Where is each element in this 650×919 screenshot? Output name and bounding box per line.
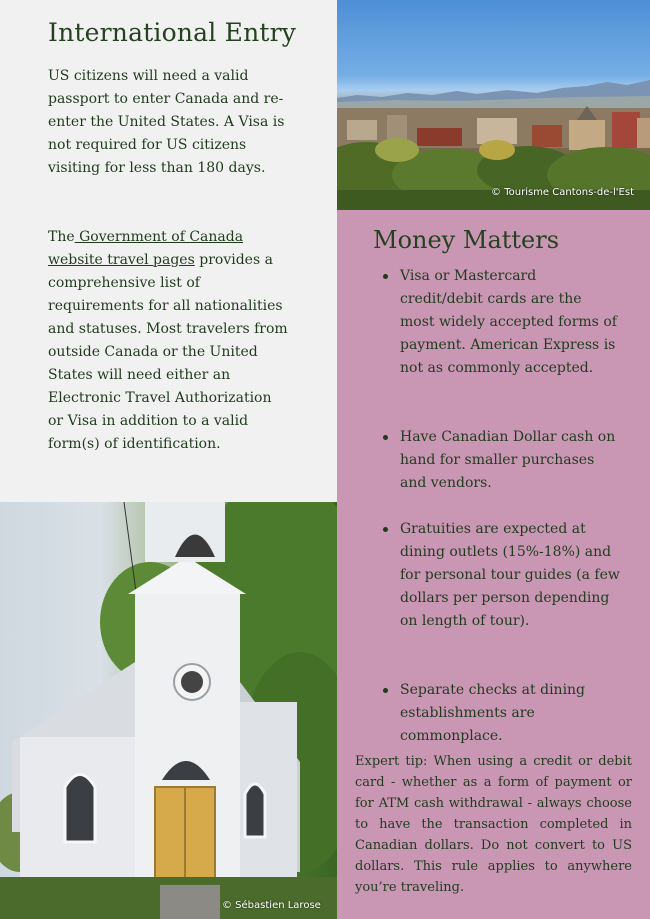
photo-credit-bottom: © Sébastien Larose (222, 900, 321, 911)
international-entry-heading: International Entry (48, 18, 297, 47)
list-item-text: Separate checks at dining establishments are commonplace. (400, 682, 586, 744)
list-item (400, 518, 620, 633)
list-item (400, 679, 620, 748)
money-matters-heading: Money Matters (373, 226, 560, 254)
bullet-icon (383, 527, 388, 532)
international-entry-section (0, 0, 337, 502)
church-photo (0, 502, 337, 919)
bullet-icon (383, 688, 388, 693)
city-photo (337, 0, 650, 210)
city-skyline-image (337, 0, 650, 210)
church-image (0, 502, 337, 919)
photo-credit-top: © Tourisme Cantons-de-l'Est (491, 187, 634, 198)
money-matters-section (337, 210, 650, 919)
list-item-text: Visa or Mastercard credit/debit cards are the most widely accepted forms of payment. American Express is not as commonly accepted. (400, 268, 617, 376)
list-item-text: Have Canadian Dollar cash on hand for smaller purchases and vendors. (400, 429, 616, 491)
paragraph-prefix: The (48, 229, 75, 245)
bullet-icon (383, 274, 388, 279)
passport-paragraph: US citizens will need a valid passport to enter Canada and re-enter the United States. A Visa is not required for US citizens visiting for less than 180 days. (48, 68, 285, 176)
list-item (400, 426, 620, 495)
bullet-icon (383, 435, 388, 440)
government-of-canada-link[interactable]: Government of Canada website travel pages (48, 229, 244, 268)
paragraph-rest: provides a comprehensive list of requirements for all nationalities and statuses. Most travelers from outside Canada or the United States will need either an Electronic Travel Authorization or Visa in addition to a valid form(s) of identification. (48, 252, 288, 452)
expert-tip: Expert tip: When using a credit or debit card - whether as a form of payment or for ATM cash withdrawal - always choose to have the transaction completed in Canadian dollars. Do not convert to US dollars. This rule applies to anywhere you’re traveling. (355, 754, 632, 895)
government-paragraph (48, 226, 288, 456)
list-item-text: Gratuities are expected at dining outlets (15%-18%) and for personal tour guides (a few dollars per person depending on length of tour). (400, 521, 620, 629)
list-item (400, 265, 620, 380)
